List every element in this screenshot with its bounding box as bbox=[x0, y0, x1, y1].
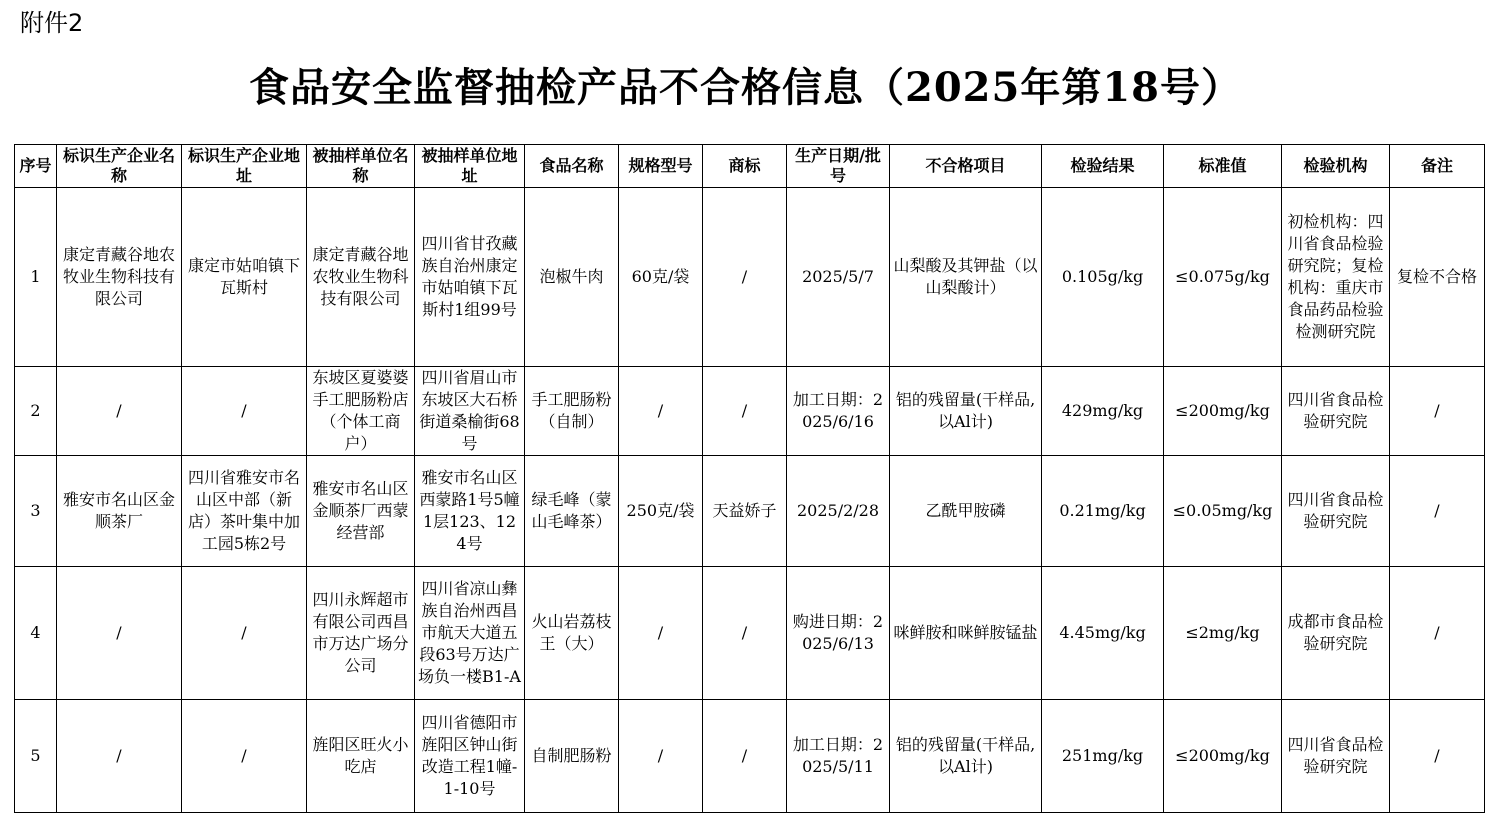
table-row bbox=[15, 456, 1485, 567]
cell-serial: 1 bbox=[15, 188, 57, 367]
cell-serial: 5 bbox=[15, 700, 57, 813]
table-row bbox=[15, 700, 1485, 813]
cell-testing-agency: 四川省食品检验研究院 bbox=[1282, 700, 1390, 813]
cell-food-name: 手工肥肠粉（自制） bbox=[525, 367, 619, 456]
cell-sampled-unit-address: 四川省眉山市东坡区大石桥街道桑榆街68号 bbox=[415, 367, 525, 456]
cell-trademark: / bbox=[703, 567, 787, 700]
header-producer-name: 标识生产企业名称 bbox=[57, 145, 182, 188]
header-remarks: 备注 bbox=[1390, 145, 1485, 188]
cell-sampled-unit-name: 雅安市名山区金顺茶厂西蒙经营部 bbox=[307, 456, 415, 567]
cell-failed-item: 山梨酸及其钾盐（以山梨酸计） bbox=[890, 188, 1042, 367]
cell-food-name: 绿毛峰（蒙山毛峰茶） bbox=[525, 456, 619, 567]
cell-testing-agency: 四川省食品检验研究院 bbox=[1282, 456, 1390, 567]
cell-test-result: 0.21mg/kg bbox=[1042, 456, 1164, 567]
cell-testing-agency: 四川省食品检验研究院 bbox=[1282, 367, 1390, 456]
table-row bbox=[15, 367, 1485, 456]
cell-sampled-unit-name: 康定青藏谷地农牧业生物科技有限公司 bbox=[307, 188, 415, 367]
cell-test-result: 429mg/kg bbox=[1042, 367, 1164, 456]
cell-serial: 2 bbox=[15, 367, 57, 456]
cell-producer-address: 四川省雅安市名山区中部（新店）茶叶集中加工园5栋2号 bbox=[182, 456, 307, 567]
document-title: 食品安全监督抽检产品不合格信息（2025年第18号） bbox=[249, 64, 1242, 111]
cell-producer-name: / bbox=[57, 700, 182, 813]
cell-remarks: / bbox=[1390, 456, 1485, 567]
header-serial: 序号 bbox=[15, 145, 57, 188]
cell-spec: / bbox=[619, 700, 703, 813]
header-testing-agency: 检验机构 bbox=[1282, 145, 1390, 188]
cell-producer-address: / bbox=[182, 700, 307, 813]
table-row bbox=[15, 188, 1485, 367]
cell-spec: 250克/袋 bbox=[619, 456, 703, 567]
header-food-name: 食品名称 bbox=[525, 145, 619, 188]
header-sampled-unit-name: 被抽样单位名称 bbox=[307, 145, 415, 188]
header-row bbox=[15, 145, 1485, 188]
cell-producer-name: / bbox=[57, 567, 182, 700]
cell-sampled-unit-address: 雅安市名山区西蒙路1号5幢1层123、124号 bbox=[415, 456, 525, 567]
cell-sampled-unit-name: 旌阳区旺火小吃店 bbox=[307, 700, 415, 813]
cell-sampled-unit-name: 东坡区夏婆婆手工肥肠粉店（个体工商户） bbox=[307, 367, 415, 456]
cell-food-name: 自制肥肠粉 bbox=[525, 700, 619, 813]
cell-sampled-unit-name: 四川永辉超市有限公司西昌市万达广场分公司 bbox=[307, 567, 415, 700]
cell-production-date: 2025/2/28 bbox=[787, 456, 890, 567]
cell-standard-value: ≤0.075g/kg bbox=[1164, 188, 1282, 367]
cell-producer-name: 雅安市名山区金顺茶厂 bbox=[57, 456, 182, 567]
cell-producer-name: 康定青藏谷地农牧业生物科技有限公司 bbox=[57, 188, 182, 367]
cell-producer-name: / bbox=[57, 367, 182, 456]
header-standard-value: 标准值 bbox=[1164, 145, 1282, 188]
cell-serial: 4 bbox=[15, 567, 57, 700]
cell-standard-value: ≤2mg/kg bbox=[1164, 567, 1282, 700]
cell-failed-item: 铝的残留量(干样品,以Al计) bbox=[890, 700, 1042, 813]
cell-production-date: 购进日期：2025/6/13 bbox=[787, 567, 890, 700]
cell-sampled-unit-address: 四川省德阳市旌阳区钟山街改造工程1幢-1-10号 bbox=[415, 700, 525, 813]
cell-food-name: 泡椒牛肉 bbox=[525, 188, 619, 367]
cell-standard-value: ≤0.05mg/kg bbox=[1164, 456, 1282, 567]
unqualified-products-table bbox=[14, 144, 1485, 813]
header-production-date: 生产日期/批号 bbox=[787, 145, 890, 188]
cell-production-date: 2025/5/7 bbox=[787, 188, 890, 367]
cell-failed-item: 铝的残留量(干样品,以Al计) bbox=[890, 367, 1042, 456]
cell-spec: / bbox=[619, 367, 703, 456]
cell-trademark: / bbox=[703, 188, 787, 367]
cell-failed-item: 咪鲜胺和咪鲜胺锰盐 bbox=[890, 567, 1042, 700]
header-producer-address: 标识生产企业地址 bbox=[182, 145, 307, 188]
header-trademark: 商标 bbox=[703, 145, 787, 188]
cell-test-result: 4.45mg/kg bbox=[1042, 567, 1164, 700]
cell-serial: 3 bbox=[15, 456, 57, 567]
cell-food-name: 火山岩荔枝王（大） bbox=[525, 567, 619, 700]
cell-failed-item: 乙酰甲胺磷 bbox=[890, 456, 1042, 567]
cell-producer-address: / bbox=[182, 567, 307, 700]
cell-testing-agency: 初检机构：四川省食品检验研究院；复检机构：重庆市食品药品检验检测研究院 bbox=[1282, 188, 1390, 367]
cell-remarks: / bbox=[1390, 367, 1485, 456]
cell-producer-address: / bbox=[182, 367, 307, 456]
cell-remarks: / bbox=[1390, 567, 1485, 700]
cell-trademark: / bbox=[703, 367, 787, 456]
header-sampled-unit-address: 被抽样单位地址 bbox=[415, 145, 525, 188]
cell-test-result: 0.105g/kg bbox=[1042, 188, 1164, 367]
table-row bbox=[15, 567, 1485, 700]
cell-trademark: 天益娇子 bbox=[703, 456, 787, 567]
cell-producer-address: 康定市姑咱镇下瓦斯村 bbox=[182, 188, 307, 367]
cell-production-date: 加工日期：2025/6/16 bbox=[787, 367, 890, 456]
header-failed-item: 不合格项目 bbox=[890, 145, 1042, 188]
cell-sampled-unit-address: 四川省甘孜藏族自治州康定市姑咱镇下瓦斯村1组99号 bbox=[415, 188, 525, 367]
header-test-result: 检验结果 bbox=[1042, 145, 1164, 188]
cell-testing-agency: 成都市食品检验研究院 bbox=[1282, 567, 1390, 700]
cell-production-date: 加工日期：2025/5/11 bbox=[787, 700, 890, 813]
cell-trademark: / bbox=[703, 700, 787, 813]
cell-remarks: 复检不合格 bbox=[1390, 188, 1485, 367]
cell-test-result: 251mg/kg bbox=[1042, 700, 1164, 813]
cell-spec: / bbox=[619, 567, 703, 700]
cell-remarks: / bbox=[1390, 700, 1485, 813]
cell-spec: 60克/袋 bbox=[619, 188, 703, 367]
cell-standard-value: ≤200mg/kg bbox=[1164, 700, 1282, 813]
cell-sampled-unit-address: 四川省凉山彝族自治州西昌市航天大道五段63号万达广场负一楼B1-A bbox=[415, 567, 525, 700]
attachment-label: 附件2 bbox=[20, 9, 84, 37]
cell-standard-value: ≤200mg/kg bbox=[1164, 367, 1282, 456]
header-spec: 规格型号 bbox=[619, 145, 703, 188]
